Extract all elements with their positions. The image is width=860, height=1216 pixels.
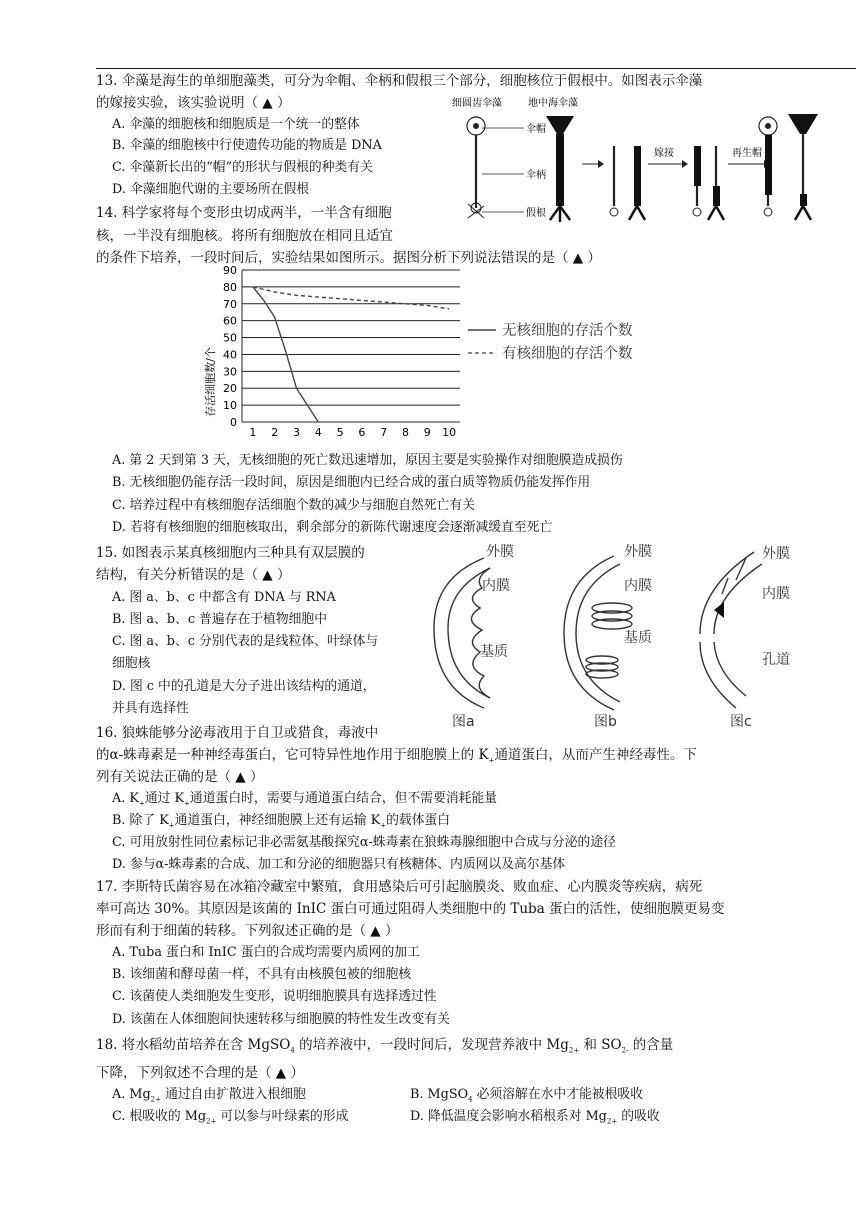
- q17-option-d: D. 该菌在人体细胞间快速转移与细胞膜的特性发生改变有关: [112, 1012, 450, 1027]
- fig13-species2-plant: [546, 116, 574, 222]
- q15-option-d-line2: 并具有选择性: [112, 701, 189, 716]
- q14-option-b: B. 无核细胞仍能存活一段时间，原因是细胞内已经合成的蛋白质等物质仍能发挥作用: [112, 475, 591, 490]
- chart-x-tick-label: 1: [249, 426, 257, 439]
- fig15c-outer-label: 外膜: [762, 546, 790, 562]
- fig13-species2-label: 地中海伞藻: [528, 98, 578, 109]
- q16-option-a: A. $K_+$通过 $K_+$通道蛋白时，需要与通道蛋白结合，但不需要消耗能量: [112, 791, 498, 808]
- fig15a-outer-label: 外膜: [486, 544, 514, 560]
- fig13-regrown-plants: [759, 114, 818, 220]
- chart-x-tick-label: 3: [293, 426, 300, 439]
- chart-x-tick-label: 9: [423, 426, 431, 439]
- header-rule: [96, 68, 856, 69]
- chart-y-tick-label: 50: [223, 331, 237, 345]
- q18-option-b: B. MgSO$_4$ 必须溶解在水中才能被根吸收: [410, 1087, 643, 1104]
- q16-option-c: C. 可用放射性同位素标记非必需氨基酸探究α-蛛毒素在狼蛛毒腺细胞中合成与分泌的途径: [112, 835, 616, 850]
- q14-option-d: D. 若将有核细胞的细胞核取出，剩余部分的新陈代谢速度会逐渐减缓直至死亡: [112, 520, 553, 535]
- fig15c-nuclear-envelope: [700, 552, 762, 708]
- chart-y-tick-label: 90: [223, 264, 237, 277]
- q14-stem-line3: 的条件下培养，一段时间后，实验结果如图所示。据图分析下列说法错误的是（ ▲ ）: [96, 250, 601, 266]
- q15-option-a: A. 图 a、b、c 中都含有 DNA 与 RNA: [112, 590, 336, 605]
- q18-option-c: C. 根吸收的 $Mg_{2+}$ 可以参与叶绿素的形成: [112, 1109, 349, 1126]
- fig15a-inner-label: 内膜: [482, 578, 510, 594]
- chart-y-tick-label: 10: [223, 399, 237, 413]
- q13-stem-line1: 13. 伞藻是海生的单细胞藻类，可分为伞帽、伞柄和假根三个部分，细胞核位于假根中。如图表示伞藻: [96, 73, 703, 89]
- q14-survival-line-chart: [198, 262, 698, 442]
- q17-stem-line2: 率可高达 30%。其原因是该菌的 InIC 蛋白可通过阻碍人类细胞中的 Tuba 蛋白的活性，使细胞膜更易变: [96, 901, 725, 917]
- chart-x-tick-label: 5: [336, 426, 344, 439]
- q14-option-a: A. 第 2 天到第 3 天，无核细胞的死亡数迅速增加，原因主要是实验操作对细胞膜造成损伤: [112, 453, 623, 468]
- fig13-cut-segments: [610, 146, 645, 220]
- chart-x-tick-label: 6: [358, 426, 366, 439]
- q16-stem-line1: 16. 狼蛛能够分泌毒液用于自卫或猎食，毒液中: [96, 725, 379, 741]
- q18-stem-line1: 18. 将水稻幼苗培养在含 MgSO$_4$ 的培养液中，一段时间后，发现营养液中 $Mg_{2+}$ 和 $SO_{2-}$ 的含量: [96, 1037, 674, 1055]
- fig13-cap-label: 伞帽: [526, 124, 546, 135]
- chart-y-tick-label: 30: [223, 365, 237, 379]
- q15-option-b: B. 图 a、b、c 普遍存在于植物细胞中: [112, 612, 328, 627]
- fig15b-inner-label: 内膜: [624, 578, 652, 594]
- q17-stem-line1: 17. 李斯特氏菌容易在冰箱冷藏室中繁殖，食用感染后可引起脑膜炎、败血症、心内膜炎等疾病，病死: [96, 879, 703, 895]
- q15-option-c-line1: C. 图 a、b、c 分别代表的是线粒体、叶绿体与: [112, 634, 379, 649]
- fig15b-matrix-label: 基质: [624, 630, 652, 646]
- fig13-regrow-label: 再生帽: [732, 148, 762, 159]
- fig13-grafted-plants: [693, 146, 724, 220]
- q14-stem-line1: 14. 科学家将每个变形虫切成两半，一半含有细胞: [96, 205, 392, 221]
- q16-stem-line3: 列有关说法正确的是（ ▲ ）: [96, 769, 264, 785]
- q13-option-d: D. 伞藻细胞代谢的主要场所在假根: [112, 182, 310, 197]
- q17-option-c: C. 该菌使人类细胞发生变形，说明细胞膜具有选择透过性: [112, 989, 437, 1004]
- q15-option-d-line1: D. 图 c 中的孔道是大分子进出该结构的通道，: [112, 679, 376, 694]
- chart-x-tick-label: 4: [314, 426, 322, 439]
- q16-option-b: B. 除了 $K_+$通道蛋白，神经细胞膜上还有运输 $K_+$的载体蛋白: [112, 813, 451, 830]
- fig13-species1-label: 细圆齿伞藻: [452, 98, 502, 109]
- q16-option-d: D. 参与α-蛛毒素的合成、加工和分泌的细胞器只有核糖体、内质网以及高尔基体: [112, 857, 566, 872]
- chart-y-tick-label: 20: [223, 382, 237, 396]
- fig13-stalk-label: 伞柄: [526, 170, 546, 181]
- q13-stem-line2: 的嫁接实验，该实验说明（ ▲ ）: [96, 95, 291, 111]
- legend-label-nucleated: 有核细胞的存活个数: [502, 346, 633, 362]
- q15-organelle-figure: [424, 538, 844, 734]
- q15-stem-line2: 结构，有关分析错误的是（ ▲ ）: [96, 567, 291, 583]
- fig15a-caption: 图a: [452, 714, 475, 730]
- chart-x-tick-label: 8: [402, 426, 409, 439]
- q18-option-d: D. 降低温度会影响水稻根系对 $Mg_{2+}$ 的吸收: [410, 1109, 660, 1126]
- q18-option-a: A. $Mg_{2+}$ 通过自由扩散进入根细胞: [112, 1087, 306, 1104]
- fig15c-pore-label: 孔道: [762, 652, 790, 668]
- q13-grafting-figure: [448, 94, 848, 228]
- chart-x-tick-label: 7: [380, 426, 388, 439]
- chart-y-axis-label: 存活细胞数/个: [204, 347, 217, 417]
- q13-option-b: B. 伞藻的细胞核中行使遗传功能的物质是 DNA: [112, 138, 382, 153]
- fig15c-pore-marker: [714, 602, 724, 618]
- q15-option-c-line2: 细胞核: [112, 656, 151, 671]
- chart-y-tick-label: 70: [223, 297, 237, 311]
- fig15a-matrix-label: 基质: [480, 644, 508, 660]
- q17-option-a: A. Tuba 蛋白和 InIC 蛋白的合成均需要内质网的加工: [112, 945, 420, 960]
- fig13-graft-label: 嫁接: [654, 148, 674, 159]
- fig13-species1-plant: [467, 117, 485, 218]
- q15-stem-line1: 15. 如图表示某真核细胞内三种具有双层膜的: [96, 545, 365, 561]
- fig15b-caption: 图b: [594, 714, 617, 730]
- fig15c-inner-label: 内膜: [762, 586, 790, 602]
- chart-y-tick-label: 80: [223, 280, 237, 294]
- q13-option-a: A. 伞藻的细胞核和细胞质是一个统一的整体: [112, 117, 360, 132]
- q16-stem-line2: 的α-蛛毒素是一种神经毒蛋白，它可特异性地作用于细胞膜上的 $K_+$通道蛋白，从而产生神经毒性。下: [96, 747, 697, 765]
- chart-x-tick-label: 2: [271, 426, 279, 439]
- q14-option-c: C. 培养过程中有核细胞存活细胞个数的减少与细胞自然死亡有关: [112, 498, 475, 513]
- q13-option-c: C. 伞藻新长出的“帽”的形状与假根的种类有关: [112, 160, 373, 175]
- fig15c-caption: 图c: [730, 714, 752, 730]
- chart-y-tick-label: 40: [223, 348, 237, 362]
- chart-x-tick-label: 10: [442, 426, 457, 439]
- fig15b-outer-label: 外膜: [624, 544, 652, 560]
- fig15b-chloroplast: [564, 556, 632, 710]
- legend-label-enucleated: 无核细胞的存活个数: [502, 323, 633, 339]
- q17-stem-line3: 形而有利于细菌的转移。下列叙述正确的是（ ▲ ）: [96, 923, 399, 939]
- fig13-rhizoid-label: 假根: [526, 208, 546, 219]
- q14-stem-line2: 核，一半没有细胞核。将所有细胞放在相同且适宜: [96, 228, 393, 244]
- chart-y-tick-label: 0: [230, 416, 237, 429]
- chart-y-tick-label: 60: [223, 314, 237, 328]
- series-line-nucleated: [253, 287, 449, 309]
- q17-option-b: B. 该细菌和酵母菌一样，不具有由核膜包被的细胞核: [112, 967, 412, 982]
- chart-legend: [468, 321, 633, 362]
- q18-stem-line2: 下降，下列叙述不合理的是（ ▲ ）: [96, 1065, 304, 1081]
